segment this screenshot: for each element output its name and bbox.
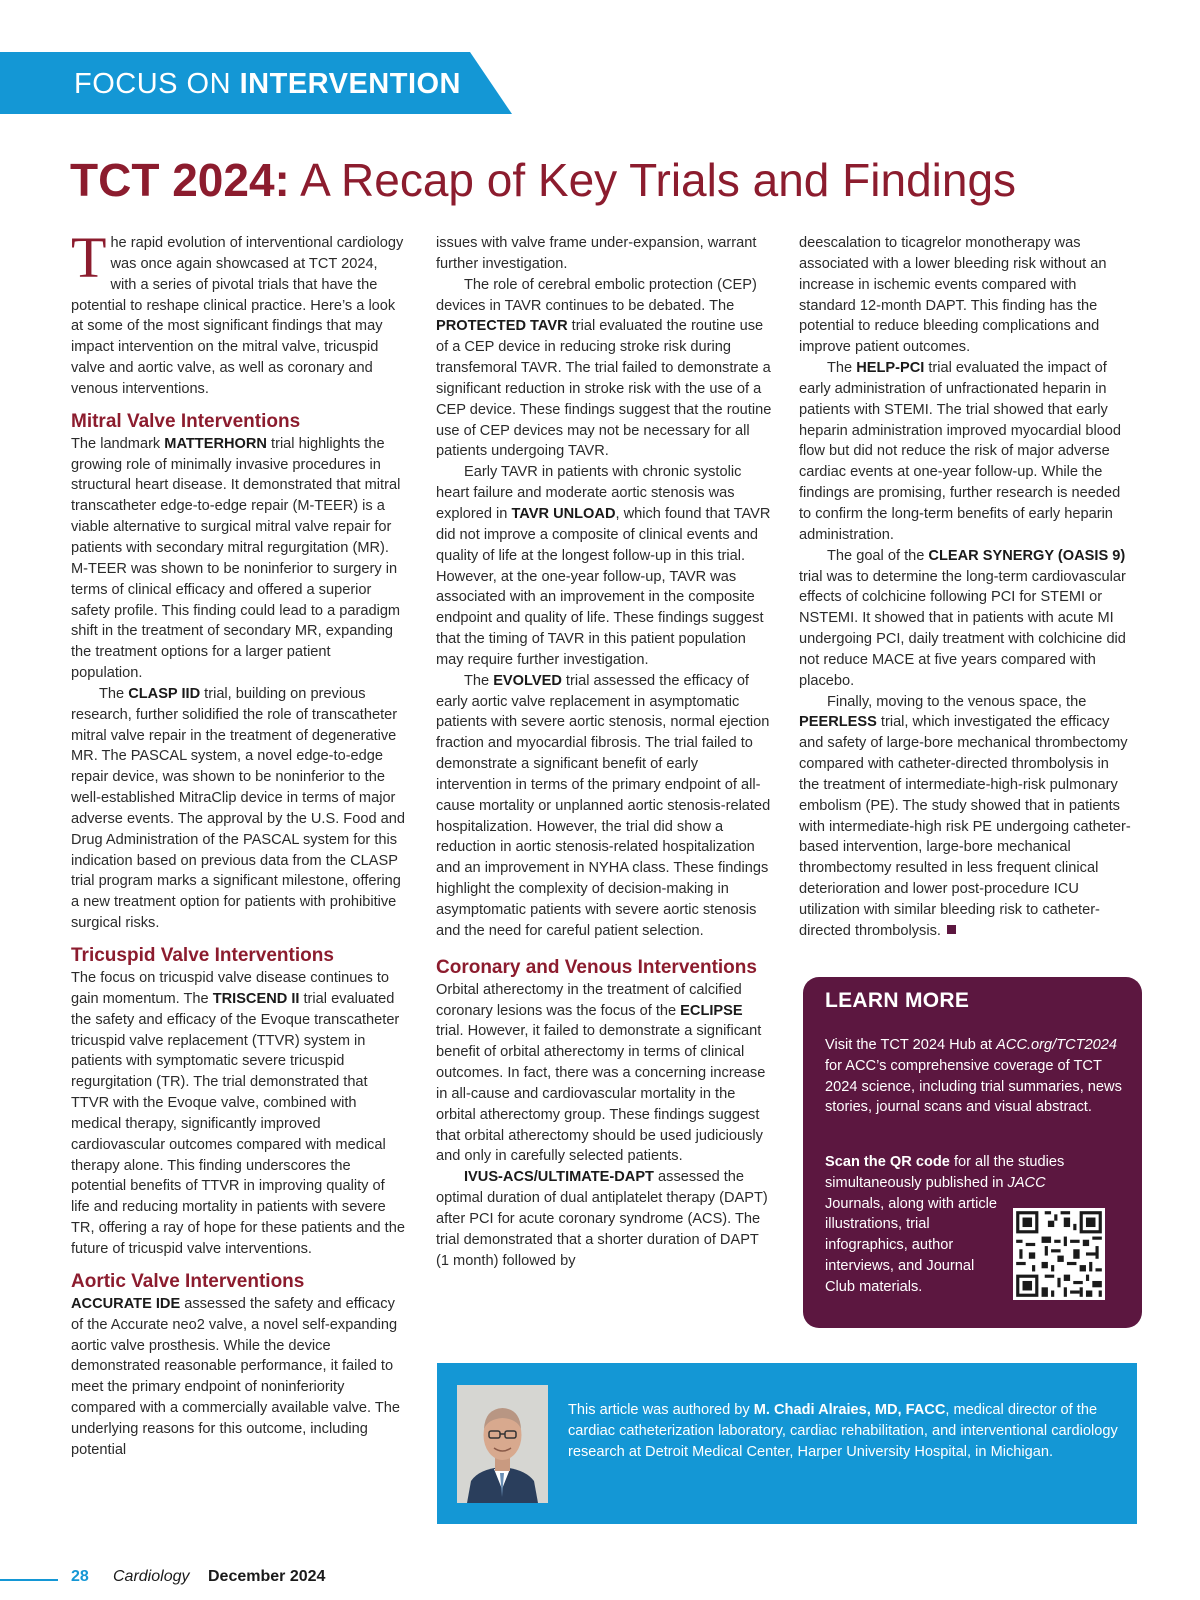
text: trial evaluated the safety and efficacy of the Evoque transcatheter tricuspid valve replacement (TTVR) system in patients with symptomatic severe tricuspid regurgitation (TR). The trial demonstrated that TTVR with the Evoque valve, combined with medical therapy, significantly improved cardiovascular outcomes compared with medical therapy alone. This finding underscores the potential benefits of TTVR in improving quality of life and reducing mortality in patients with severe TR, offering a ray of hope for these patients and the future of tricuspid valve interventions. (71, 990, 405, 1257)
text: trial, which investigated the efficacy and safety of large-bore mechanical thrombectomy compared with catheter-directed thrombolysis in the treatment of intermediate-high-risk pulmonary embolism (PE). The study showed that in patients with intermediate-high risk PE undergoing catheter-based intervention, large-bore mechanical thrombectomy resulted in less frequent clinical deterioration and lower post-procedure ICU utilization with similar bleeding risk to catheter-directed thrombolysis. (799, 714, 1131, 939)
coronary-heading: Coronary and Venous Interventions (436, 956, 757, 978)
qr-bold: Scan the QR code (825, 1154, 950, 1170)
text: for all the studies simultaneously published in (825, 1154, 1065, 1191)
banner-prefix: FOCUS ON (74, 68, 240, 100)
mitral-heading: Mitral Valve Interventions (71, 410, 301, 432)
text: trial, building on previous research, further solidified the role of transcatheter mitral valve repair in the treatment of degenerative MR. The PASCAL system, a novel edge-to-edge repair device, was shown to be noninferior to the well-established MitraClip device in terms of major adverse events. The approval by the U.S. Food and Drug Administration of the PASCAL system for this indication based on previous data from the CLASP trial program marks a significant milestone, offering a new treatment option for patients with prohibitive surgical risks. (71, 685, 405, 932)
title-bold: TCT 2024: (70, 154, 290, 206)
trial-name: HELP-PCI (856, 360, 925, 377)
trial-name: ACCURATE IDE (71, 1295, 181, 1312)
peerless-paragraph (799, 692, 1133, 942)
text: assessed the optimal duration of dual antiplatelet therapy (DAPT) after PCI for acute coronary syndrome (ACS). The trial demonstrated that a shorter duration of DAPT (1 month) followed by (436, 1169, 768, 1269)
title-rest: A Recap of Key Trials and Findings (289, 154, 1017, 206)
trial-name: PROTECTED TAVR (436, 318, 568, 335)
trial-name: PEERLESS (799, 714, 877, 731)
trial-name: EVOLVED (493, 672, 562, 689)
help-pci-paragraph (799, 358, 1133, 546)
aortic-heading: Aortic Valve Interventions (71, 1270, 305, 1292)
ivus-acs-paragraph (436, 1167, 772, 1271)
trial-name: ECLIPSE (680, 1002, 743, 1019)
mitral-paragraph-2 (71, 684, 405, 934)
text: Orbital atherectomy in the treatment of calcified coronary lesions was the focus of the (436, 981, 742, 1019)
qr-intro (825, 1152, 1125, 1194)
mitral-paragraph-1 (71, 434, 405, 684)
jacc-italic: JACC (1007, 1174, 1046, 1191)
intro-paragraph (71, 225, 405, 400)
spacer (71, 1260, 405, 1270)
trial-name: CLEAR SYNERGY (OASIS 9) (928, 547, 1126, 564)
trial-name: TAVR UNLOAD (511, 505, 616, 522)
author-bio (568, 1400, 1118, 1462)
author-photo (457, 1385, 548, 1503)
eclipse-paragraph (436, 980, 772, 1168)
trial-name: CLASP IID (128, 685, 201, 702)
hub-link[interactable]: ACC.org/TCT2024 (996, 1037, 1118, 1053)
text: The role of cerebral embolic protection (CEP) devices in TAVR continues to be debated. The (436, 276, 757, 314)
article-title (70, 153, 1016, 207)
author-portrait-icon (457, 1385, 548, 1503)
text: This article was authored by (568, 1402, 754, 1418)
page-footer (0, 1565, 400, 1595)
text: trial highlights the growing role of minimally invasive procedures in structural heart disease. It demonstrated that mitral transcatheter edge-to-edge repair (M-TEER) is a viable alternative to surgical mitral valve repair for patients with secondary mitral regurgitation (MR). M-TEER was shown to be noninferior to surgery in terms of clinical efficacy and offered a superior safety profile. This finding could lead to a paradigm shift in the treatment of secondary MR, expanding the treatment options for a larger patient population. (71, 435, 401, 682)
clear-synergy-paragraph (799, 546, 1133, 692)
banner-bold: INTERVENTION (239, 68, 462, 100)
learn-more-hub-text (825, 1035, 1125, 1118)
spacer (436, 942, 772, 956)
text: trial. However, it failed to demonstrate a significant benefit of orbital atherectomy in terms of clinical outcomes. In fact, there was a concerning increase in all-cause and cardiovascular mortality in the orbital atherectomy group. These findings suggest that orbital atherectomy should be used judiciously and only in carefully selected patients. (436, 1023, 766, 1165)
text: assessed the safety and efficacy of the Accurate neo2 valve, a novel self-expanding aortic valve prosthesis. While the device demonstrated reasonable performance, it failed to meet the primary endpoint of noninferiority compared with a commercially available valve. The underlying reasons for this outcome, including potential (71, 1295, 401, 1458)
qr-description: Journals, along with article illustrations, trial infographics, author interviews, and Journal Club materials. (825, 1195, 997, 1295)
tricuspid-paragraph (71, 968, 405, 1260)
column-1 (71, 225, 405, 1461)
trial-name: IVUS-ACS/ULTIMATE-DAPT (464, 1169, 654, 1186)
text: Finally, moving to the venous space, the (827, 693, 1087, 710)
learn-more-title: LEARN MORE (825, 989, 970, 1012)
text: , which found that TAVR did not improve a composite of clinical events and quality of life at the longest follow-up in this trial. However, at the one-year follow-up, TAVR was associated with an improvement in the composite endpoint and quality of life. These findings suggest that the timing of TAVR in this patient population may require further investigation. (436, 505, 771, 668)
issue-date: December 2024 (208, 1568, 326, 1585)
footer-rule (0, 1579, 58, 1581)
qr-code-icon[interactable] (1013, 1208, 1105, 1300)
text: trial evaluated the impact of early administration of unfractionated heparin in patients with STEMI. The trial showed that early heparin administration improved myocardial blood flow but did not reduce the risk of major adverse cardiac events at one-year follow-up. While the findings are promising, further research is needed to confirm the long-term benefits of early heparin administration. (799, 360, 1122, 543)
page-number: 28 (71, 1568, 89, 1585)
spacer (71, 400, 405, 410)
evolved-paragraph (436, 671, 772, 942)
end-mark-icon (947, 925, 956, 934)
text: for ACC’s comprehensive coverage of TCT 2024 science, including trial summaries, news stories, journal scans and visual abstract. (825, 1057, 1122, 1116)
text: Early TAVR in patients with chronic systolic heart failure and moderate aortic stenosis was explored in (436, 464, 742, 522)
tavr-unload-paragraph (436, 462, 772, 670)
column-3 (799, 233, 1133, 942)
text: The goal of the (827, 547, 929, 564)
tricuspid-heading: Tricuspid Valve Interventions (71, 945, 334, 966)
spacer (71, 934, 405, 944)
aortic-paragraph (71, 1294, 405, 1461)
text: The (464, 672, 494, 689)
ivus-acs-paragraph-cont: deescalation to ticagrelor monotherapy was associated with a lower bleeding risk without an increase in ischemic events compared with standard 12-month DAPT. This finding has the potential to reduce bleeding complications and improve patient outcomes. (799, 235, 1107, 356)
trial-name: TRISCEND II (212, 990, 300, 1007)
text: The (827, 360, 857, 377)
text: trial evaluated the routine use of a CEP device in reducing stroke risk during transfemoral TAVR. The trial failed to demonstrate a significant reduction in stroke risk with the use of a CEP device. These findings suggest that the routine use of CEP devices may not be necessary for all patients undergoing TAVR. (436, 318, 772, 460)
intro-text: he rapid evolution of interventional cardiology was once again showcased at TCT 2024, with a series of pivotal trials that have the potential to reshape clinical practice. Here’s a look at some of the most significant findings that may impact intervention on the mitral valve, tricuspid valve and aortic valve, as well as coronary and venous interventions. (71, 235, 404, 397)
author-box (437, 1363, 1137, 1524)
text: The focus on tricuspid valve disease continues to gain momentum. The (71, 970, 389, 1007)
publication-name: Cardiology (113, 1568, 190, 1585)
protected-tavr-paragraph (436, 275, 772, 463)
section-banner-label (74, 68, 461, 101)
column-2 (436, 233, 772, 1272)
trial-name: MATTERHORN (164, 435, 267, 452)
text: , medical director of the cardiac catheterization laboratory, cardiac rehabilitation, and interventional cardiology research at Detroit Medical Center, Harper University Hospital, in Michigan. (568, 1402, 1118, 1460)
text: Visit the TCT 2024 Hub at (825, 1037, 997, 1053)
text: The landmark (71, 435, 165, 452)
drop-cap: T (71, 225, 107, 290)
text: trial was to determine the long-term cardiovascular effects of colchicine following PCI for STEMI or NSTEMI. It showed that in patients with acute MI undergoing PCI, daily treatment with colchicine did not reduce MACE at five years compared with placebo. (799, 568, 1126, 689)
author-name: M. Chadi Alraies, MD, FACC (753, 1402, 946, 1418)
aortic-paragraph-cont: issues with valve frame under-expansion, warrant further investigation. (436, 235, 757, 272)
text: The (99, 685, 129, 702)
text: trial assessed the efficacy of early aortic valve replacement in asymptomatic patients with severe aortic stenosis, normal ejection fraction and myocardial fibrosis. The trial failed to demonstrate a significant benefit of early intervention in terms of the primary endpoint of all-cause mortality or unplanned aortic stenosis-related hospitalization. However, the trial did show a reduction in aortic stenosis-related hospitalization and an improvement in NYHA class. These findings highlight the complexity of decision-making in asymptomatic patients with severe aortic stenosis and the need for careful patient selection. (436, 672, 771, 939)
